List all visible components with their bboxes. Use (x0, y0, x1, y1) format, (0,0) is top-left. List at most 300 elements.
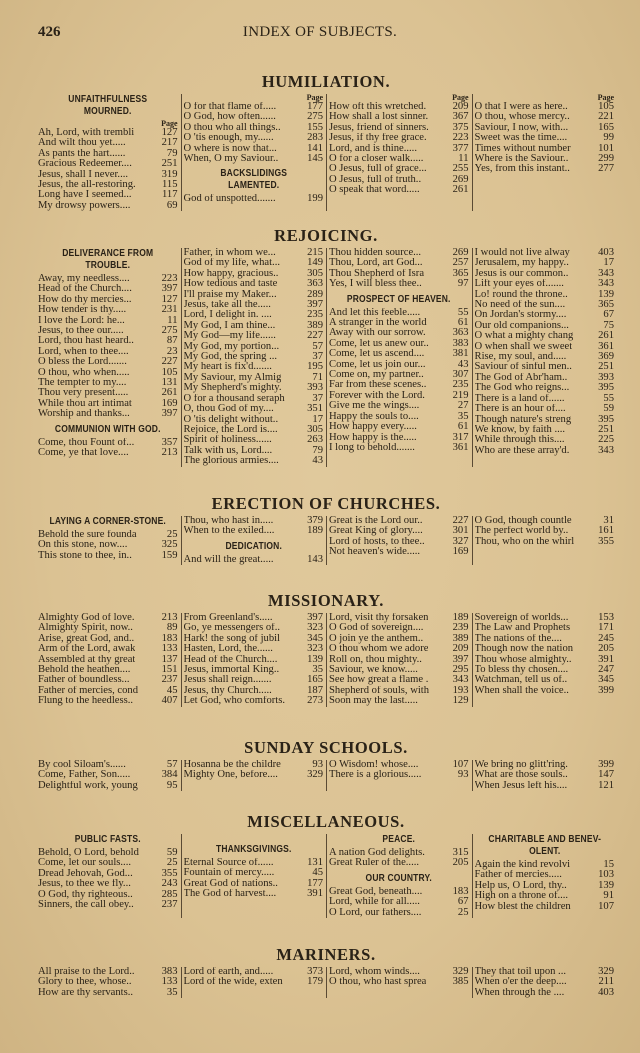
hymn-page-number: 61 (457, 318, 469, 329)
hymn-page-number: 45 (312, 868, 323, 879)
index-entry (475, 394, 615, 404)
hymn-page-number: 323 (307, 644, 323, 655)
hymn-first-line: O Wisdom! whose.... (329, 760, 419, 770)
index-entry (329, 248, 469, 258)
index-entry (329, 349, 469, 359)
index-entry (184, 555, 324, 565)
index-entry (38, 540, 178, 550)
hymn-first-line: Ah, Lord, with trembli (38, 128, 135, 138)
hymn-page-number: 343 (452, 675, 469, 686)
section-title: REJOICING. (274, 226, 378, 245)
hymn-first-line: And wilt thou yet..... (38, 138, 126, 149)
hymn-page-number: 395 (598, 414, 614, 425)
index-entry (184, 644, 324, 654)
index-entry (38, 781, 178, 791)
hymn-page-number: 277 (598, 164, 614, 175)
index-entry (329, 848, 469, 858)
hymn-first-line: Great God of nations.. (183, 878, 278, 889)
index-entry (38, 675, 178, 685)
index-entry (329, 185, 469, 195)
hymn-first-line: Shepherd of souls, with (329, 685, 430, 696)
hymn-page-number: 275 (307, 112, 323, 123)
hymn-page-number: 355 (598, 536, 614, 547)
hymn-first-line: Lord, while for all..... (329, 897, 420, 908)
hymn-page-number: 299 (598, 154, 614, 165)
hymn-page-number: 247 (598, 665, 614, 676)
hymn-first-line: By cool Siloam's...... (38, 760, 126, 770)
index-entry (475, 383, 615, 393)
index-entry (329, 623, 469, 633)
index-entry (329, 858, 469, 868)
columns (36, 967, 616, 998)
hymn-page-number: 391 (307, 889, 323, 900)
index-entry (38, 634, 178, 644)
hymn-first-line: Father, in whom we... (183, 248, 276, 258)
hymn-first-line: Talk with us, Lord.... (183, 445, 273, 456)
index-entry (184, 269, 324, 279)
hymn-page-number: 399 (598, 760, 614, 770)
index-entry (475, 891, 615, 901)
hymn-page-number: 107 (598, 901, 614, 912)
index-entry (184, 613, 324, 623)
index-entry (329, 380, 469, 390)
index-entry (475, 686, 615, 696)
hymn-page-number: 97 (457, 279, 469, 290)
hymn-first-line: I would not live alway (474, 248, 570, 258)
hymn-first-line: Sweet was the time.... (474, 133, 568, 144)
hymn-first-line: Worship and thanks... (38, 409, 130, 420)
index-entry (329, 977, 469, 987)
hymn-page-number: 205 (598, 644, 614, 655)
hymn-page-number: 373 (307, 967, 323, 977)
index-entry (38, 180, 178, 190)
hymn-first-line: Jesus, if thy free grace. (329, 133, 427, 144)
hymn-page-number: 153 (598, 613, 614, 623)
hymn-first-line: Great is the Lord our.. (329, 516, 423, 526)
hymn-page-number: 171 (598, 623, 614, 634)
hymn-page-number: 131 (161, 378, 178, 389)
hymn-first-line: A nation God delights. (329, 848, 425, 858)
hymn-page-number: 183 (452, 886, 469, 897)
hymn-first-line: O for that flame of..... (183, 102, 277, 112)
hymn-page-number: 305 (307, 268, 323, 279)
hymn-first-line: O where is now that... (183, 143, 277, 154)
hymn-first-line: O Jesus, full of truth.. (329, 174, 422, 185)
index-entry (475, 352, 615, 362)
columns (36, 613, 616, 707)
hymn-page-number: 213 (161, 448, 178, 459)
hymn-page-number: 127 (161, 128, 178, 138)
hymn-first-line: My God, I am thine... (183, 320, 276, 331)
hymn-page-number: 159 (161, 550, 178, 561)
hymn-first-line: Forever with the Lord. (329, 390, 425, 401)
hymn-page-number: 397 (161, 284, 178, 295)
columns (36, 94, 616, 211)
hymn-page-number: 377 (452, 143, 469, 154)
hymn-page-number: 269 (452, 248, 469, 258)
index-column (181, 760, 326, 791)
hymn-first-line: Lift your eyes of....... (474, 279, 564, 290)
index-entry (38, 159, 178, 169)
index-entry (329, 686, 469, 696)
hymn-page-number: 343 (598, 445, 614, 456)
index-entry (329, 133, 469, 143)
hymn-page-number: 17 (603, 258, 614, 269)
hymn-page-number: 139 (307, 654, 323, 665)
hymn-page-number: 179 (307, 977, 323, 988)
index-entry (329, 644, 469, 654)
index-entry (475, 760, 615, 770)
index-entry (329, 443, 469, 453)
hymn-first-line: Come, let us join our... (329, 359, 426, 370)
index-entry (329, 887, 469, 897)
index-column (36, 613, 180, 707)
hymn-page-number: 117 (162, 190, 178, 201)
hymn-page-number: 35 (166, 987, 178, 998)
hymn-first-line: How blest the children (474, 901, 571, 912)
index-entry (184, 634, 324, 644)
hymn-page-number: 329 (307, 770, 323, 781)
hymn-first-line: See how great a flame . (329, 675, 429, 686)
hymn-page-number: 243 (161, 879, 178, 890)
index-entry (184, 102, 324, 112)
hymn-page-number: 323 (307, 623, 323, 634)
index-entry (475, 526, 615, 536)
hymn-page-number: 35 (457, 411, 469, 422)
hymn-first-line: O God, how often...... (183, 112, 276, 123)
hymn-page-number: 99 (603, 133, 614, 144)
hymn-first-line: O, thou God of my.... (183, 404, 274, 415)
hymn-first-line: Jesus shall reign....... (183, 675, 272, 686)
page-column-label: Page (452, 93, 469, 102)
index-column (472, 248, 617, 467)
index-column (36, 516, 180, 565)
index-entry (38, 858, 178, 868)
index-entry (475, 112, 615, 122)
hymn-page-number: 239 (452, 623, 469, 634)
index-entry (475, 133, 615, 143)
hymn-first-line: Lo! round the throne.. (474, 289, 568, 300)
hymn-page-number: 285 (161, 889, 178, 900)
hymn-page-number: 15 (603, 860, 614, 870)
page-number: 426 (38, 24, 61, 40)
hymn-first-line: Father of boundless... (38, 675, 130, 686)
section-title: MARINERS. (276, 945, 376, 964)
index-entry (475, 248, 615, 258)
index-entry (475, 446, 615, 456)
hymn-first-line: My drowsy powers.... (38, 200, 131, 211)
hymn-page-number: 131 (307, 858, 323, 868)
index-entry (184, 977, 324, 987)
hymn-page-number: 231 (161, 305, 178, 316)
index-entry (184, 331, 324, 341)
index-entry (184, 675, 324, 685)
hymn-page-number: 67 (457, 897, 469, 908)
hymn-page-number: 219 (452, 390, 469, 401)
hymn-first-line: O God, though countle (474, 516, 572, 526)
index-entry (329, 422, 469, 432)
index-column (472, 834, 617, 918)
subheading: DELIVERANCE FROM TROUBLE. (62, 248, 154, 271)
hymn-page-number: 129 (452, 696, 469, 707)
hymn-first-line: My God, my portion... (183, 341, 280, 352)
hymn-page-number: 217 (161, 138, 178, 149)
index-entry (38, 613, 178, 623)
hymn-first-line: Roll on, thou mighty.. (329, 654, 422, 665)
hymn-page-number: 375 (452, 122, 469, 133)
hymn-first-line: Flung to the heedless.. (38, 696, 134, 707)
hymn-page-number: 403 (598, 248, 614, 258)
hymn-page-number: 103 (598, 870, 614, 881)
index-entry (475, 860, 615, 870)
index-entry (329, 258, 469, 268)
hymn-page-number: 365 (452, 268, 469, 279)
hymn-page-number: 57 (312, 341, 323, 352)
hymn-first-line: Fountain of mercy..... (183, 868, 275, 879)
index-entry (184, 435, 324, 445)
hymn-first-line: O what a mighty chang (474, 331, 574, 342)
index-entry (329, 401, 469, 411)
hymn-first-line: The God of Abr'ham.. (474, 372, 568, 383)
hymn-page-number: 209 (452, 102, 469, 112)
index-entry (475, 781, 615, 791)
hymn-page-number: 365 (598, 300, 614, 311)
hymn-first-line: Give me the wings.... (329, 401, 420, 412)
hymn-first-line: Saviour, I now, with... (474, 122, 569, 133)
hymn-page-number: 101 (598, 143, 614, 154)
hymn-page-number: 79 (166, 148, 178, 159)
hymn-first-line: Lord, visit thy forsaken (329, 613, 429, 623)
index-column (326, 834, 471, 918)
page-column-label: Page (597, 93, 614, 102)
index-entry (184, 415, 324, 425)
index-entry (184, 352, 324, 362)
section-misc (36, 812, 616, 918)
hymn-page-number: 71 (312, 372, 323, 383)
hymn-first-line: Go, ye messengers of.. (183, 623, 280, 634)
index-entry (38, 149, 178, 159)
section-humiliation (36, 72, 616, 211)
index-entry (184, 516, 324, 526)
index-entry (38, 696, 178, 706)
hymn-first-line: All praise to the Lord.. (38, 967, 135, 977)
hymn-first-line: O when shall we sweet (474, 341, 573, 352)
hymn-first-line: How happy every..... (329, 422, 417, 433)
hymn-page-number: 395 (598, 383, 614, 394)
index-entry (184, 394, 324, 404)
index-entry (329, 897, 469, 907)
hymn-first-line: Father of mercies..... (474, 870, 562, 881)
index-entry (475, 321, 615, 331)
index-entry (38, 284, 178, 294)
index-entry (184, 342, 324, 352)
index-entry (475, 881, 615, 891)
hymn-page-number: 389 (307, 320, 323, 331)
index-entry (329, 665, 469, 675)
index-entry (329, 908, 469, 918)
index-entry (38, 170, 178, 180)
hymn-page-number: 379 (307, 516, 323, 526)
subheading: PROSPECT OF HEAVEN. (346, 293, 451, 305)
hymn-page-number: 165 (598, 122, 614, 133)
index-entry (329, 967, 469, 977)
hymn-page-number: 383 (161, 967, 178, 977)
hymn-first-line: Great God, beneath.... (329, 886, 423, 897)
hymn-page-number: 361 (598, 341, 614, 352)
subheading: OUR COUNTRY. (365, 872, 432, 884)
hymn-first-line: O 'tis delight without.. (183, 414, 279, 425)
hymn-page-number: 384 (161, 770, 178, 781)
hymn-first-line: On Jordan's stormy.... (474, 310, 567, 321)
hymn-page-number: 37 (312, 352, 323, 363)
subheading: PEACE. (382, 834, 416, 845)
hymn-first-line: I love the Lord: he... (38, 315, 125, 326)
section-title: ERECTION OF CHURCHES. (211, 494, 441, 513)
hymn-first-line: Arise, great God, and.. (38, 633, 135, 644)
hymn-first-line: Yes, from this instant.. (474, 164, 570, 175)
hymn-first-line: The Law and Prophets (474, 623, 571, 634)
hymn-first-line: O thou, who when..... (38, 367, 130, 378)
hymn-first-line: Away with our sorrow. (329, 328, 426, 339)
index-entry (38, 190, 178, 200)
hymn-page-number: 407 (161, 696, 178, 707)
index-entry (329, 360, 469, 370)
index-column (181, 516, 326, 565)
hymn-first-line: Jesus is our common.. (474, 268, 569, 279)
section-title: MISSIONARY. (268, 591, 384, 610)
hymn-page-number: 397 (307, 613, 323, 623)
hymn-first-line: Let God, who comforts. (183, 696, 286, 707)
hymn-first-line: Head of the Church.... (183, 654, 278, 665)
index-entry (475, 415, 615, 425)
hymn-page-number: 211 (598, 977, 614, 988)
index-entry (38, 448, 178, 458)
hymn-page-number: 289 (307, 289, 323, 300)
hymn-page-number: 17 (312, 414, 323, 425)
hymn-page-number: 351 (307, 404, 323, 415)
hymn-first-line: Hosanna be the childre (183, 760, 281, 770)
hymn-first-line: No need of the sun.... (474, 300, 566, 311)
hymn-page-number: 79 (312, 445, 323, 456)
index-entry (38, 305, 178, 315)
hymn-first-line: Times without number (474, 143, 571, 154)
hymn-first-line: Father of mercies, cond (38, 685, 139, 696)
index-entry (475, 310, 615, 320)
subheading: LAYING A CORNER-STONE. (49, 516, 166, 527)
index-entry (38, 900, 178, 910)
index-entry (329, 175, 469, 185)
index-entry (475, 613, 615, 623)
hymn-first-line: There is a land of...... (474, 393, 565, 404)
index-entry (38, 357, 178, 367)
index-column (326, 248, 471, 467)
index-entry (38, 665, 178, 675)
index-entry (475, 870, 615, 880)
index-entry (329, 760, 469, 770)
hymn-page-number: 137 (161, 654, 178, 665)
hymn-page-number: 261 (452, 185, 469, 196)
hymn-page-number: 397 (452, 654, 469, 665)
hymn-page-number: 393 (598, 372, 614, 383)
hymn-first-line: Come, let us anew our.. (329, 338, 429, 349)
hymn-first-line: Come, thou Fount of... (38, 437, 135, 448)
hymn-first-line: Jesus, shall I never.... (38, 169, 129, 180)
index-entry (38, 551, 178, 561)
hymn-first-line: When Jesus left his.... (474, 780, 568, 791)
hymn-first-line: The tempter to my.... (38, 378, 127, 389)
index-entry (475, 655, 615, 665)
hymn-first-line: O Jesus, full of grace... (329, 164, 427, 175)
hymn-first-line: Away, my needless.... (38, 274, 130, 284)
hymn-page-number: 361 (452, 442, 469, 453)
hymn-page-number: 43 (457, 359, 469, 370)
index-entry (38, 967, 178, 977)
hymn-first-line: O join ye the anthem.. (329, 633, 424, 644)
hymn-first-line: When through the .... (474, 987, 565, 998)
hymn-page-number: 227 (161, 357, 178, 368)
page-column-label: Page (161, 119, 178, 128)
columns (36, 760, 616, 791)
hymn-page-number: 329 (598, 967, 614, 977)
hymn-first-line: Great Ruler of the..... (329, 858, 420, 869)
hymn-page-number: 237 (161, 675, 178, 686)
section-erection (36, 494, 616, 565)
hymn-page-number: 221 (598, 112, 614, 123)
section-mariners (36, 945, 616, 998)
hymn-page-number: 87 (166, 336, 178, 347)
index-entry (184, 310, 324, 320)
hymn-page-number: 151 (161, 665, 178, 676)
hymn-first-line: Behold the sure founda (38, 530, 137, 540)
hymn-page-number: 263 (307, 435, 323, 446)
index-entry (38, 879, 178, 889)
index-entry (329, 102, 469, 112)
index-entry (475, 634, 615, 644)
index-entry (329, 279, 469, 289)
index-entry (184, 383, 324, 393)
hymn-page-number: 255 (452, 164, 469, 175)
hymn-page-number: 115 (162, 180, 178, 191)
index-entry (475, 144, 615, 154)
hymn-first-line: Spirit of holiness...... (183, 435, 272, 446)
index-entry (184, 362, 324, 372)
index-entry (184, 133, 324, 143)
hymn-first-line: Gracious Redeemer.... (38, 159, 132, 170)
index-column (36, 967, 180, 998)
hymn-page-number: 141 (307, 143, 323, 154)
hymn-page-number: 283 (307, 133, 323, 144)
hymn-page-number: 363 (307, 279, 323, 290)
hymn-page-number: 235 (307, 310, 323, 321)
section-missionary (36, 591, 616, 707)
hymn-first-line: O Lord, our fathers.... (329, 907, 422, 918)
hymn-page-number: 393 (307, 383, 323, 394)
hymn-first-line: How are thy servants.. (38, 987, 134, 998)
index-entry (329, 164, 469, 174)
index-entry (184, 967, 324, 977)
index-column (181, 834, 326, 918)
hymn-page-number: 25 (166, 858, 178, 869)
hymn-page-number: 301 (452, 526, 469, 537)
hymn-page-number: 187 (307, 685, 323, 696)
index-column (36, 94, 180, 211)
hymn-first-line: Our old companions... (474, 320, 569, 331)
index-entry (329, 613, 469, 623)
index-entry (184, 123, 324, 133)
hymn-first-line: Happy the souls to.... (329, 411, 419, 422)
hymn-first-line: On this stone, now.... (38, 540, 128, 551)
index-column (326, 516, 471, 565)
